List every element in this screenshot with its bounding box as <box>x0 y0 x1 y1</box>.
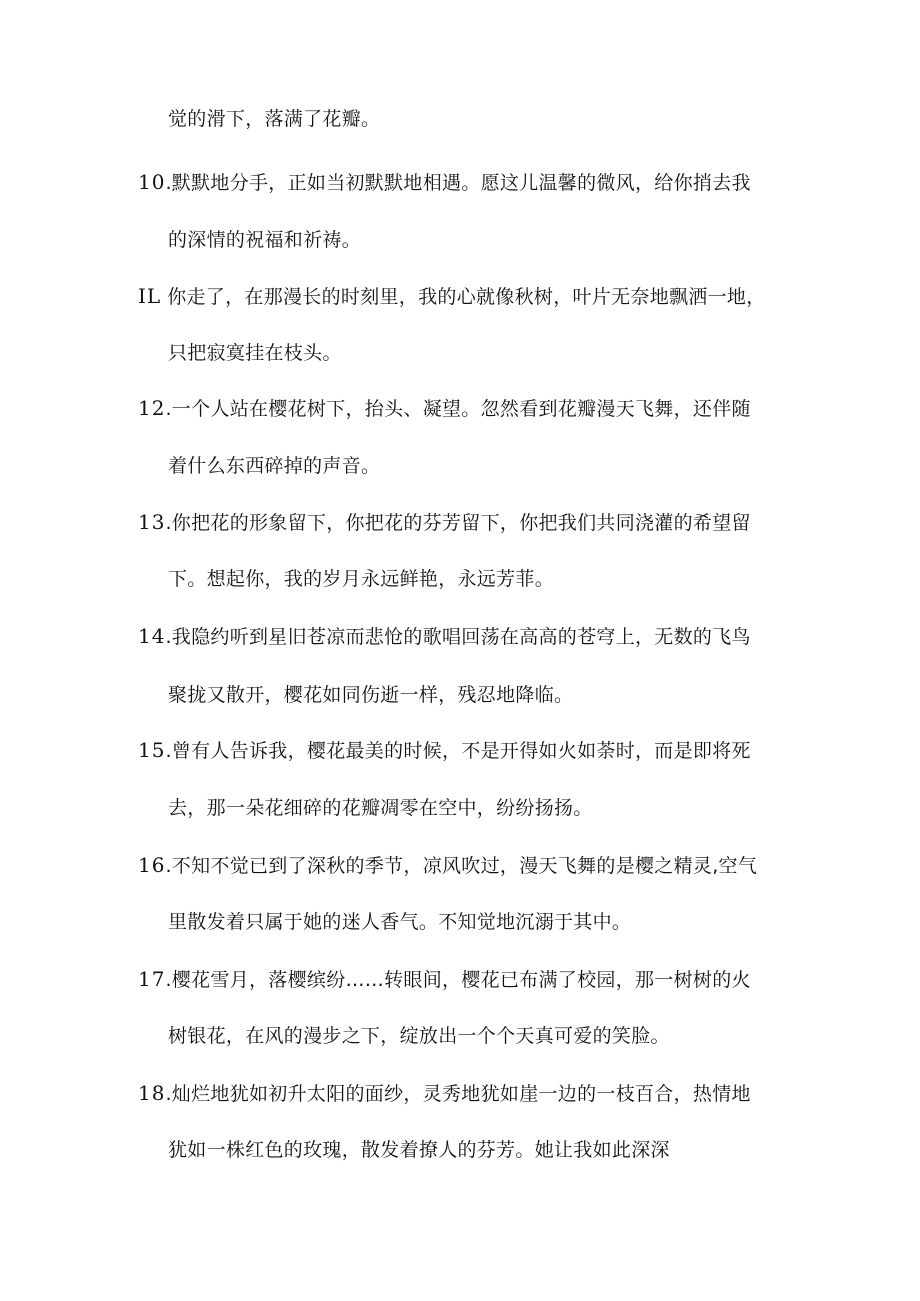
text-line: 着什么东西碎掉的声音。 <box>168 455 381 477</box>
text-line: 树银花，在风的漫步之下，绽放出一个个天真可爱的笑脸。 <box>168 1025 670 1047</box>
numbered-line: 17.樱花雪月，落樱缤纷……转眼间，樱花已布满了校园，那一树树的火 <box>138 967 751 991</box>
text-line: 只把寂寞挂在枝头。 <box>168 342 342 364</box>
numbered-line: IL 你走了，在那漫长的时刻里，我的心就像秋树，叶片无奈地飘洒一地， <box>138 284 766 308</box>
item-number: 12 <box>138 396 166 420</box>
text-line: 的深情的祝福和祈祷。 <box>168 229 362 251</box>
item-number: 15 <box>138 738 166 762</box>
numbered-line: 10.默默地分手，正如当初默默地相遇。愿这儿温馨的微风，给你捎去我 <box>138 170 751 194</box>
text-line: 犹如一株红色的玫瑰，散发着撩人的芬芳。她让我如此深深 <box>168 1139 670 1161</box>
numbered-line: 15.曾有人告诉我，樱花最美的时候，不是开得如火如荼时，而是即将死 <box>138 738 751 762</box>
numbered-line: 14.我隐约听到星旧苍凉而悲怆的歌唱回荡在高高的苍穹上，无数的飞鸟 <box>138 624 751 648</box>
numbered-line: 16.不知不觉已到了深秋的季节，凉风吹过，漫天飞舞的是樱之精灵,空气 <box>138 853 758 877</box>
text-line: 去，那一朵花细碎的花瓣凋零在空中，纷纷扬扬。 <box>168 797 593 819</box>
numbered-line: 18.灿烂地犹如初升太阳的面纱，灵秀地犹如崖一边的一枝百合，热情地 <box>138 1081 751 1105</box>
item-number: 18 <box>138 1081 166 1105</box>
numbered-line: 12.一个人站在樱花树下，抬头、凝望。忽然看到花瓣漫天飞舞，还伴随 <box>138 396 751 420</box>
item-number: 17 <box>138 967 166 991</box>
item-number: 13 <box>138 510 166 534</box>
item-number: 14 <box>138 624 166 648</box>
numbered-line: 13.你把花的形象留下，你把花的芬芳留下，你把我们共同浇灌的希望留 <box>138 510 751 534</box>
item-number: IL <box>138 284 162 308</box>
text-line: 聚拢又散开，樱花如同伤逝一样，残忍地降临。 <box>168 684 574 706</box>
item-number: 10 <box>138 170 166 194</box>
text-line: 觉的滑下，落满了花瓣。 <box>168 108 381 130</box>
text-line: 下。想起你，我的岁月永远鲜艳，永远芳菲。 <box>168 568 555 590</box>
text-line: 里散发着只属于她的迷人香气。不知觉地沉溺于其中。 <box>168 911 632 933</box>
item-number: 16 <box>138 853 166 877</box>
